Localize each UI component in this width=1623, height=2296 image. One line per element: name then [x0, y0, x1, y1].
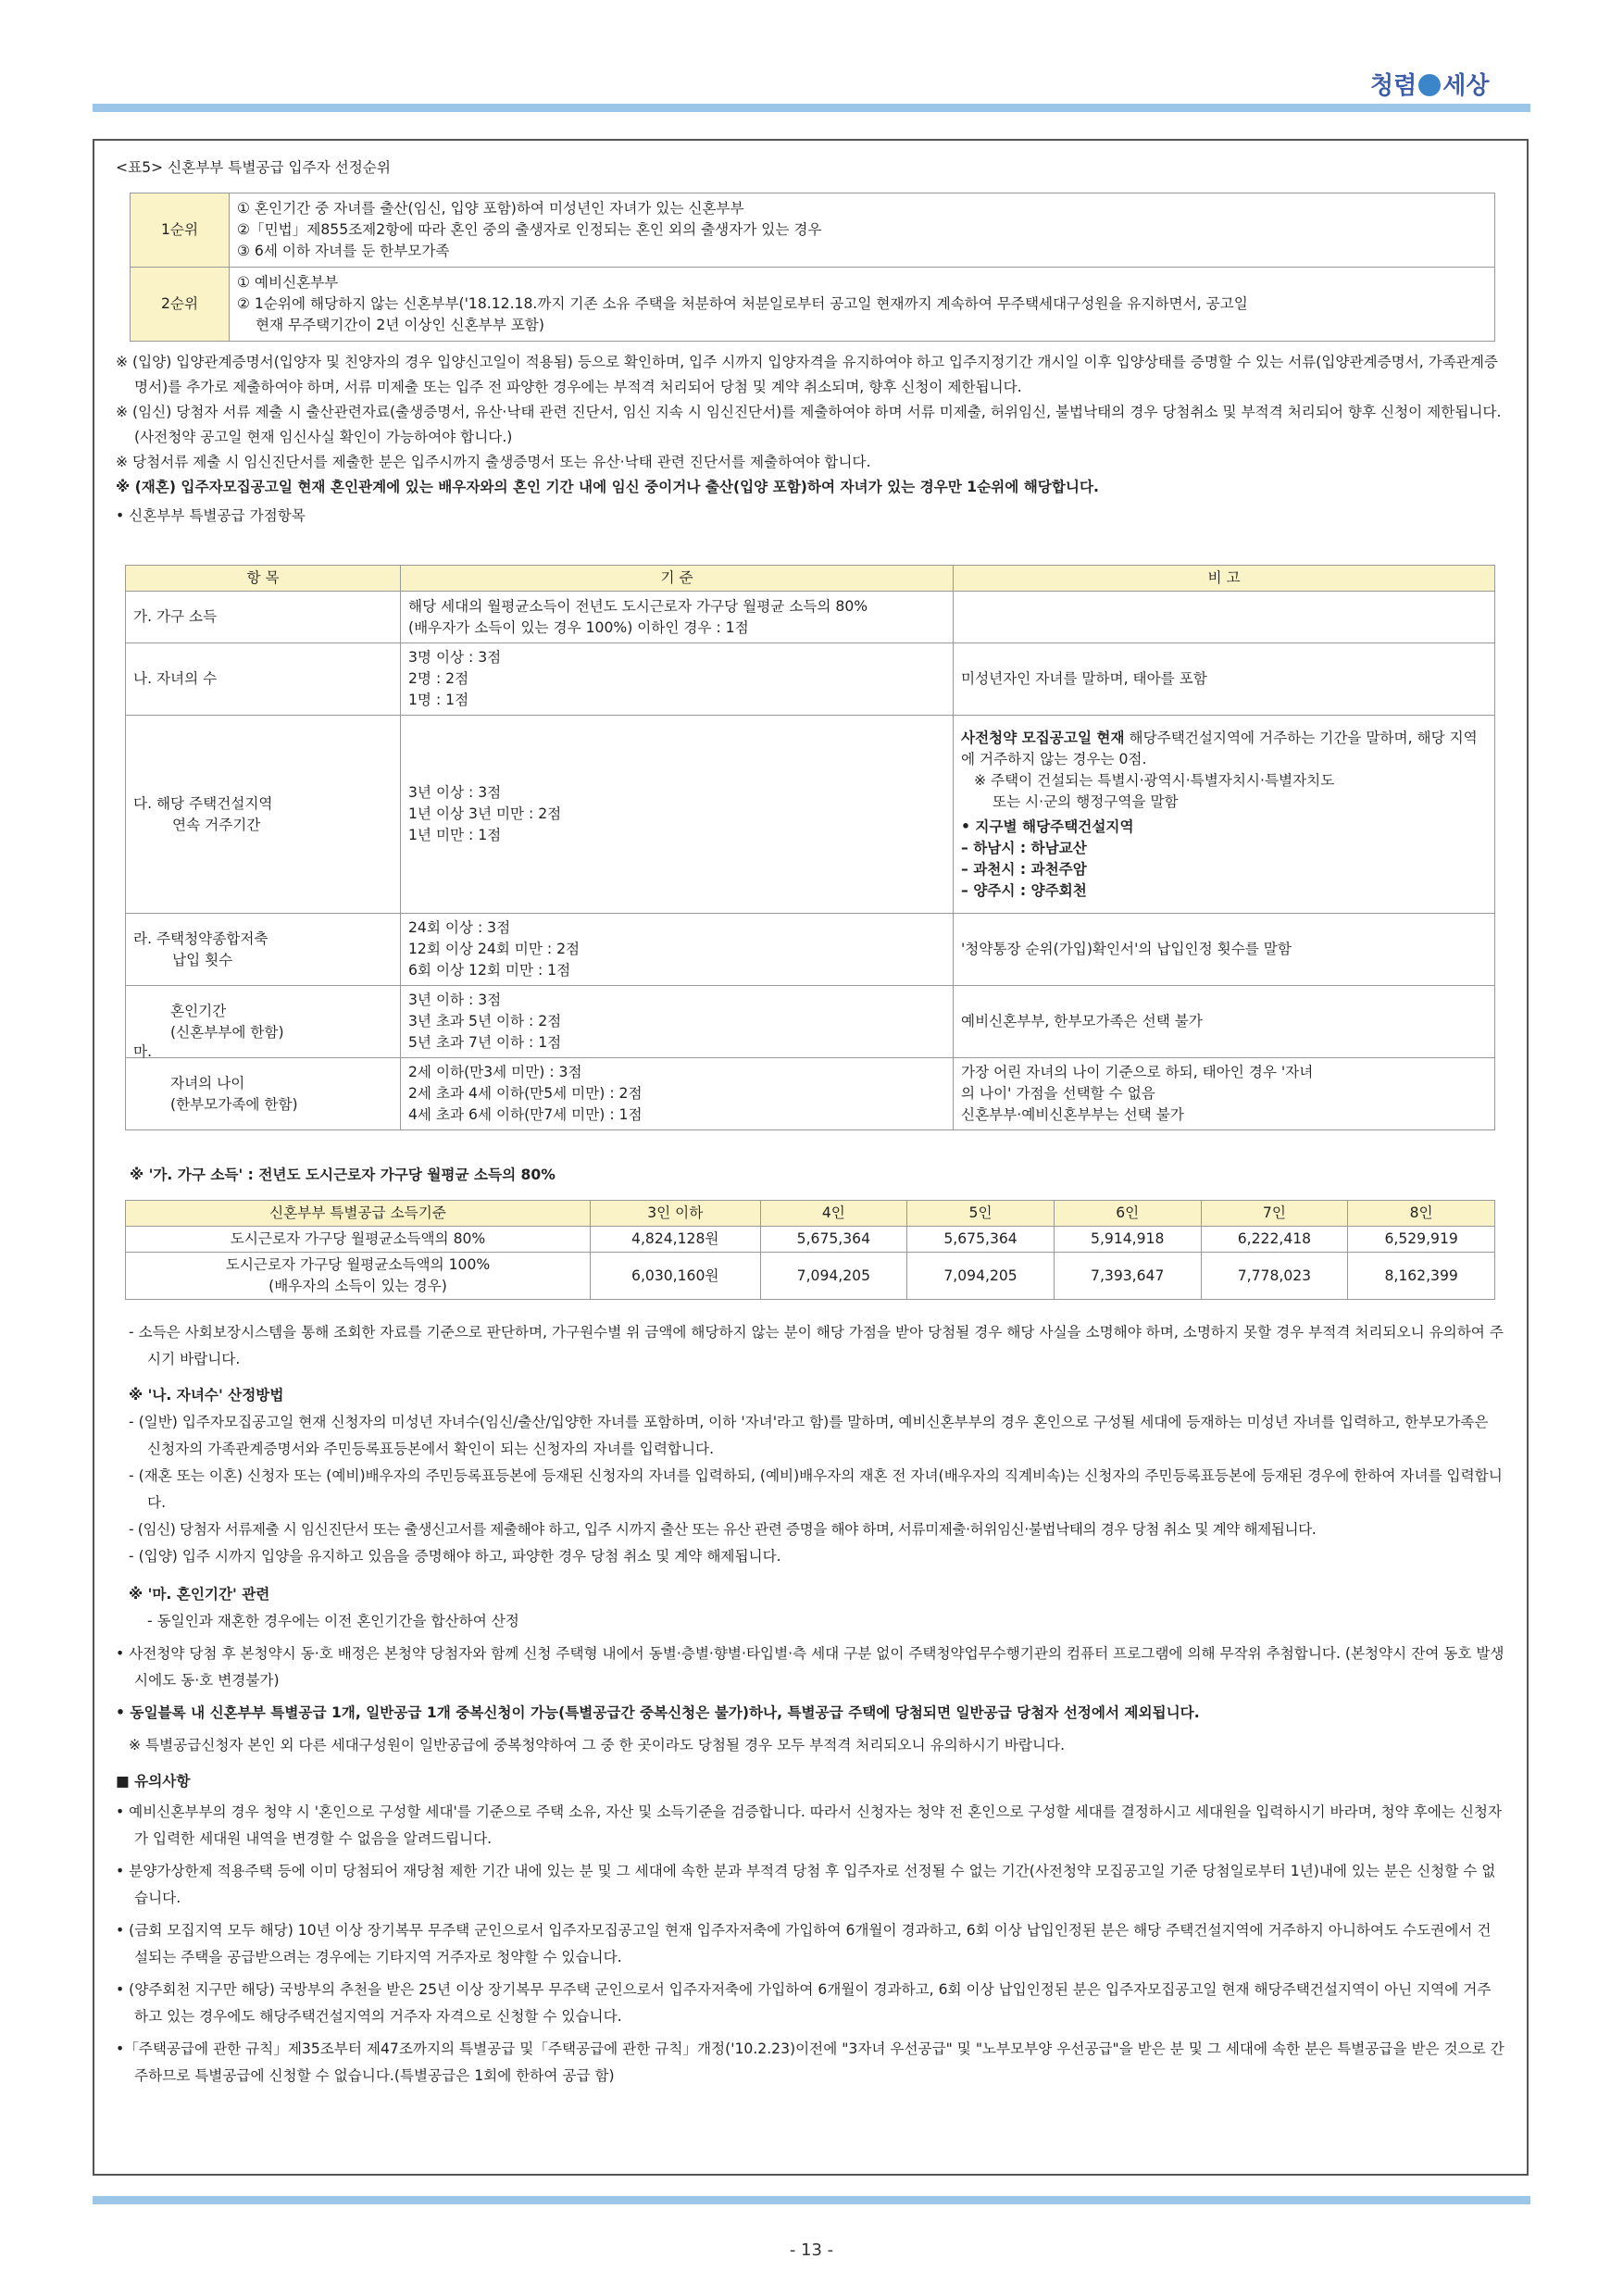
criteria-line: 1명 : 1점 [408, 692, 469, 708]
score-note [954, 592, 1495, 643]
score-title: • 신혼부부 특별공급 가점항목 [116, 507, 306, 524]
note-line: 해당주택건설지역에 거주하는 기간을 말하며, 해당 지역에 거주하지 않는 경우는 0점. [961, 729, 1478, 767]
income-value: 5,675,364 [907, 1227, 1055, 1253]
caution-item: • 분양가상한제 적용주택 등에 이미 당첨되어 재당첨 제한 기간 내에 있는 분 및 그 세대에 속한 분과 부적격 당첨 후 입주자로 선정될 수 없는 기간(사전청약 모집공고일 기준 당첨일로부터 1년)내에 있는 분은 신청할 수 없습니다. [116, 1863, 1496, 1906]
criteria-line: 3년 이상 : 3점 [408, 784, 502, 801]
income-label [126, 1253, 591, 1300]
score-criteria [401, 643, 954, 716]
children-item: - (임신) 당첨자 서류제출 시 임신진단서 또는 출생신고서를 제출해야 하고, 입주 시까지 출산 또는 유산 관련 증명을 해야 하며, 서류미제출·허위임신·불법낙태의 경우 당첨 취소 및 계약 해제됩니다. [129, 1521, 1317, 1538]
item-line: 자녀의 나이 [170, 1074, 245, 1092]
criteria-line: 12회 이상 24회 미만 : 2점 [408, 941, 581, 957]
note-line: 가장 어린 자녀의 나이 기준으로 하되, 태아인 경우 '자녀 [961, 1064, 1314, 1080]
income-value: 7,094,205 [760, 1253, 907, 1300]
income-section [130, 1163, 1518, 1188]
bullet-note: ※ 특별공급신청자 본인 외 다른 세대구성원이 일반공급에 중복청약하여 그 중 한 곳이라도 당첨될 경우 모두 부적격 처리되오니 유의하시기 바랍니다. [129, 1737, 1066, 1753]
score-item [126, 914, 401, 986]
table-row [131, 193, 1495, 268]
score-item: 나. 자녀의 수 [126, 643, 401, 716]
rank-desc [230, 268, 1495, 342]
header-bar [93, 104, 1530, 112]
criteria-line: 24회 이상 : 3점 [408, 919, 511, 936]
table-header [126, 1201, 1495, 1227]
col-header: 기 준 [401, 566, 954, 592]
table5 [130, 193, 1495, 342]
income-value: 7,094,205 [907, 1253, 1055, 1300]
note-pregnancy: ※ (임신) 당첨자 서류 제출 시 출산관련자료(출생증명서, 유산·낙태 관련 진단서, 임신 지속 시 임신진단서)를 제출하여야 하며 서류 미제출, 허위임신, 불법낙태의 경우 당첨취소 및 부적격 처리되어 향후 신청이 제한됩니다.(사전청약 공고일 현재 임신사실 확인이 가능하여야 합니다.) [116, 404, 1502, 445]
marriage-title: ※ '마. 혼인기간' 관련 [129, 1586, 270, 1603]
footer-bar [93, 2196, 1530, 2204]
criteria-line: 3명 이상 : 3점 [408, 649, 502, 666]
table-row [126, 1253, 1495, 1300]
note-line: 의 나이' 가점을 선택할 수 없음 [961, 1085, 1155, 1102]
income-note: - 소득은 사회보장시스템을 통해 조회한 자료를 기준으로 판단하며, 가구원수별 위 금액에 해당하지 않는 분이 해당 가점을 받아 당첨될 경우 해당 사실을 소명해야 하며, 소명하지 못할 경우 부적격 처리되오니 유의하여 주시기 바랍니다. [129, 1324, 1504, 1367]
caution-title: ■ 유의사항 [116, 1773, 191, 1790]
table-header [126, 566, 1495, 592]
district-title: • 지구별 해당주택건설지역 [961, 817, 1134, 835]
item-line: (신혼부부에 한함) [170, 1023, 284, 1041]
rank-line: ① 예비신혼부부 [237, 274, 339, 291]
table-row [131, 268, 1495, 342]
criteria-line: 2세 초과 4세 이하(만5세 미만) : 2점 [408, 1085, 643, 1102]
children-item: - (재혼 또는 이혼) 신청자 또는 (예비)배우자의 주민등록표등본에 등재된 신청자의 자녀를 입력하되, (예비)배우자의 재혼 전 자녀(배우자의 직계비속)는 신청자의 주민등록표등본에 등재된 경우에 한하여 자녀를 입력합니다. [129, 1467, 1503, 1511]
income-value: 6,529,919 [1348, 1227, 1495, 1253]
rank-desc [230, 193, 1495, 268]
score-criteria [401, 914, 954, 986]
score-note [954, 716, 1495, 914]
notes2 [116, 1319, 1504, 2090]
col-header: 5인 [907, 1201, 1055, 1227]
caution-item: • 예비신혼부부의 경우 청약 시 '혼인으로 구성할 세대'를 기준으로 주택 소유, 자산 및 소득기준을 검증합니다. 따라서 신청자는 청약 전 혼인으로 구성할 세대를 결정하시고 세대원을 입력하시기 바라며, 청약 후에는 신청자가 입력한 세대원 내역을 변경할 수 없음을 알려드립니다. [116, 1803, 1503, 1847]
score-criteria [401, 1058, 954, 1130]
children-item: - (입양) 입주 시까지 입양을 유지하고 있음을 증명해야 하고, 파양한 경우 당첨 취소 및 계약 해제됩니다. [129, 1548, 781, 1565]
col-header: 비 고 [954, 566, 1495, 592]
note-line: ※ 주택이 건설되는 특별시·광역시·특별자치시·특별자치도 [974, 771, 1335, 789]
item-line: 혼인기간 [170, 1002, 227, 1019]
bullet-item-dup [116, 1700, 1504, 1727]
score-criteria [401, 592, 954, 643]
criteria-line: 3년 초과 5년 이하 : 2점 [408, 1013, 562, 1029]
children-title: ※ '나. 자녀수' 산정방법 [129, 1387, 284, 1404]
income-value: 6,222,418 [1201, 1227, 1348, 1253]
caution-item: •「주택공급에 관한 규칙」제35조부터 제47조까지의 특별공급 및「주택공급에 관한 규칙」개정('10.2.23)이전에 "3자녀 우선공급" 및 "노부모부양 우선공급"을 받은 분 및 그 세대에 속한 분은 특별공급을 받은 것으로 간주하므로 특별공급에 신청할 수 없습니다.(특별공급은 1회에 한하여 공급 함) [116, 2040, 1504, 2084]
bullet-item: • 사전청약 당첨 후 본청약시 동·호 배정은 본청약 당첨자와 함께 신청 주택형 내에서 동별·층별·향별·타입별·측 세대 구분 없이 주택청약업무수행기관의 컴퓨터 프로그램에 의해 무작위 추첨합니다. (본청약시 잔여 동호 발생 시에도 동·호 변경불가) [116, 1645, 1504, 1689]
score-item: 가. 가구 소득 [126, 592, 401, 643]
notes1 [116, 350, 1504, 529]
criteria-line: (배우자가 소득이 있는 경우 100%) 이하인 경우 : 1점 [408, 618, 749, 636]
criteria-line: 3년 이하 : 3점 [408, 992, 502, 1008]
income-value: 4,824,128원 [591, 1227, 761, 1253]
rank-line: ① 혼인기간 중 자녀를 출산(임신, 입양 포함)하여 미성년인 자녀가 있는 신혼부부 [237, 200, 744, 217]
income-value: 6,030,160원 [591, 1253, 761, 1300]
district-line: – 하남시 : 하남교산 [961, 839, 1087, 856]
rank-line: ③ 6세 이하 자녀를 둔 한부모가족 [237, 243, 450, 259]
logo-dot-icon [1418, 74, 1441, 96]
rank-label: 1순위 [131, 193, 230, 268]
table-row [126, 643, 1495, 716]
score-criteria [401, 986, 954, 1058]
score-item [126, 716, 401, 914]
score-note: 미성년자인 자녀를 말하며, 태아를 포함 [954, 643, 1495, 716]
rank-line: ② 1순위에 해당하지 않는 신혼부부('18.12.18.까지 기존 소유 주택을 처분하여 처분일로부터 공고일 현재까지 계속하여 무주택세대구성원을 유지하면서, 공고일 [237, 295, 1248, 312]
criteria-line: 1년 미만 : 1점 [408, 827, 502, 843]
note-adoption: ※ (입양) 입양관계증명서(입양자 및 친양자의 경우 입양신고일이 적용됨) 등으로 확인하며, 입주 시까지 입양자격을 유지하여야 하고 입주지정기간 개시일 이후 입양상태를 증명할 수 있는 서류(입양관계증명서, 가족관계증명서)를 추가로 제출하여야 하며, 서류 미제출 또는 입주 전 파양한 경우에는 부적격 처리되어 당첨 및 계약 취소되며, 향후 신청이 제한됩니다. [116, 354, 1498, 395]
note-docs: ※ 당첨서류 제출 시 임신진단서를 제출한 분은 입주시까지 출생증명서 또는 유산·낙태 관련 진단서를 제출하여야 합니다. [116, 454, 871, 470]
logo: 청렴 세상 [1370, 72, 1490, 100]
item-line: 연속 거주기간 [172, 816, 261, 833]
criteria-line: 4세 초과 6세 이하(만7세 미만) : 1점 [408, 1106, 643, 1123]
table5-title: <표5> 신혼부부 특별공급 입주자 선정순위 [116, 159, 391, 176]
col-header: 3인 이하 [591, 1201, 761, 1227]
rank-line: ②「민법」제855조제2항에 따라 혼인 중의 출생자로 인정되는 혼인 외의 출생자가 있는 경우 [237, 221, 822, 238]
criteria-line: 6회 이상 12회 미만 : 1점 [408, 962, 571, 979]
income-value: 5,675,364 [760, 1227, 907, 1253]
table-row [126, 986, 1495, 1058]
table5-section [116, 156, 1504, 181]
income-value: 7,778,023 [1201, 1253, 1348, 1300]
col-header: 7인 [1201, 1201, 1348, 1227]
criteria-line: 2세 이하(만3세 미만) : 3점 [408, 1064, 582, 1080]
item-line: 납입 횟수 [172, 951, 233, 968]
district-line: – 양주시 : 양주회천 [961, 881, 1087, 899]
note-bold: 사전청약 모집공고일 현재 [961, 729, 1125, 746]
score-note: 예비신혼부부, 한부모가족은 선택 불가 [954, 986, 1495, 1058]
col-header: 6인 [1054, 1201, 1201, 1227]
income-title: ※ '가. 가구 소득' : 전년도 도시근로자 가구당 월평균 소득의 80% [130, 1167, 556, 1183]
item-line: 다. 해당 주택건설지역 [133, 794, 273, 812]
criteria-line: 1년 이상 3년 미만 : 2점 [408, 805, 562, 822]
income-value: 8,162,399 [1348, 1253, 1495, 1300]
children-item: - (일반) 입주자모집공고일 현재 신청자의 미성년 자녀수(임신/출산/입양한 자녀를 포함하며, 이하 '자녀'라고 함)를 말하며, 예비신혼부부의 경우 혼인으로 구성될 세대에 등재하는 미성년 자녀를 입력하고, 한부모가족은 신청자의 가족관계증명서와 주민등록표등본에서 확인이 되는 신청자의 자녀를 입력합니다. [129, 1414, 1489, 1457]
col-header: 8인 [1348, 1201, 1495, 1227]
criteria-line: 2명 : 2점 [408, 670, 469, 687]
score-note: '청약통장 순위(가입)확인서'의 납입인정 횟수를 말함 [954, 914, 1495, 986]
score-table [125, 565, 1495, 1130]
criteria-line: 5년 초과 7년 이하 : 1점 [408, 1034, 562, 1051]
col-header: 신혼부부 특별공급 소득기준 [126, 1201, 591, 1227]
item-line: 라. 주택청약종합저축 [133, 930, 268, 947]
district-line: – 과천시 : 과천주암 [961, 860, 1087, 878]
bullet-text: • 동일블록 내 신혼부부 특별공급 1개, 일반공급 1개 중복신청이 가능(특별공급간 중복신청은 불가)하나, 특별공급 주택에 당첨되면 일반공급 당첨자 선정에서 제외됩니다. [116, 1704, 1200, 1721]
income-value: 5,914,918 [1054, 1227, 1201, 1253]
table-row [126, 1058, 1495, 1130]
label-line: (배우자의 소득이 있는 경우) [268, 1278, 447, 1294]
score-note [954, 1058, 1495, 1130]
note-remarriage: ※ (재혼) 입주자모집공고일 현재 혼인관계에 있는 배우자와의 혼인 기간 내에 임신 중이거나 출산(입양 포함)하여 자녀가 있는 경우만 1순위에 해당합니다. [116, 479, 1099, 495]
criteria-line: 해당 세대의 월평균소득이 전년도 도시근로자 가구당 월평균 소득의 80% [408, 597, 868, 615]
rank-label: 2순위 [131, 268, 230, 342]
table-row [126, 914, 1495, 986]
ma-label: 마. [133, 1043, 153, 1060]
rank-line: 현재 무주택기간이 2년 이상인 신혼부부 포함) [256, 317, 544, 333]
income-label: 도시근로자 가구당 월평균소득액의 80% [126, 1227, 591, 1253]
page-number: - 13 - [789, 2240, 834, 2260]
col-header: 4인 [760, 1201, 907, 1227]
table-row [126, 1227, 1495, 1253]
score-item [126, 1058, 401, 1130]
score-item [126, 986, 401, 1058]
note-line: 신혼부부·예비신혼부부는 선택 불가 [961, 1106, 1184, 1123]
label-line: 도시근로자 가구당 월평균소득액의 100% [225, 1256, 491, 1273]
item-line: (한부모가족에 한함) [170, 1095, 298, 1113]
table-row [126, 592, 1495, 643]
marriage-item: - 동일인과 재혼한 경우에는 이전 혼인기간을 합산하여 산정 [147, 1613, 519, 1629]
note-line: 또는 시·군의 행정구역을 말함 [993, 792, 1179, 810]
caution-item: • (양주회천 지구만 해당) 국방부의 추천을 받은 25년 이상 장기복무 무주택 군인으로서 입주자저축에 가입하여 6개월이 경과하고, 6회 이상 납입인정된 분은 입주자모집공고일 현재 해당주택건설지역이 아닌 지역에 거주하고 있는 경우에도 해당주택건설지역의 거주자 자격으로 신청할 수 있습니다. [116, 1981, 1492, 2025]
table-row [126, 716, 1495, 914]
score-criteria [401, 716, 954, 914]
col-header: 항 목 [126, 566, 401, 592]
income-value: 7,393,647 [1054, 1253, 1201, 1300]
income-table [125, 1200, 1495, 1300]
caution-item: • (금회 모집지역 모두 해당) 10년 이상 장기복무 무주택 군인으로서 입주자모집공고일 현재 입주자저축에 가입하여 6개월이 경과하고, 6회 이상 납입인정된 분은 해당 주택건설지역에 거주하지 아니하여도 수도권에서 건설되는 주택을 공급받으려는 경우에는 기타지역 거주자로 청약할 수 있습니다. [116, 1922, 1492, 1965]
